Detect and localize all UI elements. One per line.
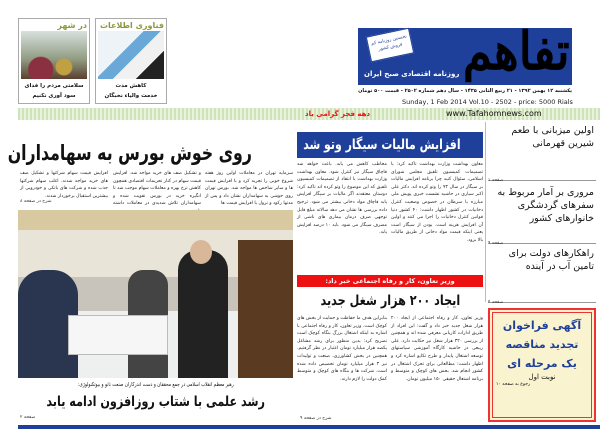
tender-ad[interactable] xyxy=(488,308,596,422)
subtitle: روزنامه اقتصادی صبح ایران xyxy=(364,70,460,78)
thumb-line: خدمت والیاء نخبگان xyxy=(104,93,158,99)
sidebar-item[interactable]: اولین میزبانی با طعم شیرین قهرمانی xyxy=(511,125,594,149)
divider xyxy=(488,302,596,303)
kicker: وزیر تعاون، کار و رفاه اجتماعی خبر داد: xyxy=(297,275,483,287)
sidebar-item[interactable]: مروری بر آمار مربوط به سفرهای گردشگری خانوارهای کشور xyxy=(497,187,594,224)
article-text: افزایش قیمت سهام شرکتها و تشکیل صف های خرید مواجه شدند. اغلب سهام شرکتها جذب شده و شرکت های بانکی و خودرویی از بیشترین استقبال برخوردار شدند. xyxy=(20,171,108,199)
headline-jobs-box xyxy=(297,292,483,312)
logo[interactable]: تفاهم xyxy=(463,21,570,82)
headline-bourse-box xyxy=(8,140,293,168)
headline-science[interactable]: رشد علمی با شتاب روزافزون ادامه یابد xyxy=(46,394,265,410)
divider xyxy=(488,243,596,244)
news-photo xyxy=(18,210,293,378)
ad-sub: نوبت اول xyxy=(528,373,556,381)
page-ref: صفحه ۹ xyxy=(488,241,504,246)
photo-caption-box xyxy=(18,381,293,390)
article-text: معاون بهداشت وزارت بهداشت تاکید کرد: با تصمیمات کمیسیون تلفیق مجلس شورای اسلامی، سئوال کنید چرا برنامه افزایش مالیات بر سیگار در سال ۹۳ را وتو کرده اند. دکتر علی اکبر سیاری در حاشیه نشست خبری پویش ملی مبارزه با سرطان در خصوص وضعیت کنترل دخانیات در کشور اظهار داشت: ۴۰ کشور دنیا قوانین کنترل دخانیات را اجرا می کنند و اولین آن افزایش هزینه است. بودن از سیگار است یعنی اینکه قیمت مواد دخانی از طریق مالیات بالا برود. xyxy=(391,162,483,243)
thumb-title: فناوری اطلاعات xyxy=(99,21,164,30)
headline-science-box xyxy=(18,393,293,412)
article-text: وزیر تعاون، کار و رفاه اجتماعی از ایجاد ۲۰۰ هزار شغل جدید خبر داد و گفت: این افراد از طریق ادارات کاریابی معرفی شده اند و همچنین از بررسی ۳۲۰ هزار شغل نیز حکایت دارد. علی ربیعی در حاشیه کارگاه آموزشی سیاستهای توسعه اشتغال پایدار و طرح تکاپو اشاره کرد و اظهار داشت: مطالعاتی برای تحرک اشتغال در کشور انجام شد. بخش های کوچک و متوسط و برنامه اشتغال حقیقی ۱۵۰ میلیون تومان. xyxy=(391,316,483,382)
article-text: بنابراین هدف ما حفاظت و حمایت از بخش های کوچک است. وزیر تعاون، کار و رفاه اجتماعی با اشاره به اینکه اشتغال بزرگ بنگاه کوچک است تصریح کرد: بدین منظور برای رشد مشاغل یکصد هزار میلیارد تومان اعتبار در نظر گرفتیم. همچنین در بخش کشاورزی، صنعت و تولیدات نیز ۳ هزار میلیارد تومان تخصیص داده شده است. شرکت ها و بنگاه های کوچک و متوسط کمک دولت را لازم دارند. xyxy=(297,316,387,382)
thumb-it[interactable] xyxy=(95,18,167,104)
headline-cigarette-tax[interactable]: افزایش مالیات سیگار وتو شد xyxy=(303,137,461,153)
slogan: دهه فجر گرامی باد xyxy=(305,110,371,118)
thumb-city[interactable] xyxy=(18,18,90,104)
scientist-photo xyxy=(98,31,164,79)
page-ref: صفحه ۱ xyxy=(488,178,504,183)
thumb-line: سود آوری نکنیم xyxy=(32,93,76,99)
thumb-line: سلامتی مردم را فدای xyxy=(24,83,84,89)
article-text: سرمایه تهران در معاملات اولین روز هفته شروع خوبی را تجربه کرد و با افزایش قیمت ها و سایر شاخص ها مواجه شد. بورس تهران روی خوشی به سهامداران نشان داد و پس از مدتها رکود و نزول با افزایش قیمت ها xyxy=(205,171,293,207)
article-text: و تشکیل صف های خرید مواجه شد. افزایش قیمت سهام در کنار تحریمات اقتصادی همچون کاهش نرخ بهره و معاملات سهام موجب شد تا انگیزه خرید در بورس تقویت شده و سهامداران تلاش شدیدی در معاملات داشته xyxy=(113,171,201,207)
divider xyxy=(488,180,596,181)
photo-caption: رهبر معظم انقلاب اسلامی در جمع محققان و دست اندرکاران صنعت نانو و بیوتکنولوژی: xyxy=(77,382,234,388)
thumb-title: در شهر xyxy=(57,21,87,30)
sidebar-item[interactable]: راهکارهای دولت برای تامین آب در آینده xyxy=(508,248,594,272)
bottom-rule xyxy=(18,425,600,429)
article-text: مخاطب کاهش می یابد. باعث خواهد شد قاچاق سیگار نیز کنترل شود. معاون بهداشت وزارت بهداشت با انتقاد از تصمیمات کمیسیون تلفیق که این موضوع را وتو کرده اند تاکید کرد: دوستان معتقدند اگر مالیات بر سیگار افزایش یابد قاچاق مواد دخانی بیشتر می شود. ترجیح داده بررسی ها نشان می دهد سالانه مبلغ قابل توجهی صرف درمان بیماری های ناشی از مصرف سیگار می شود. باید ۱۰ درصد افزایش یابد. xyxy=(297,162,387,236)
stamp: نخستین روزنامه کم فروش کشور xyxy=(366,28,414,63)
ad-title: آگهی فراخوان تجدید مناقصه یک مرحله ای xyxy=(502,319,582,370)
date-en: Sunday, 1 Feb 2014 Vol.10 - 2502 - price: 5000 Rials xyxy=(402,98,573,106)
headline-box xyxy=(297,132,483,158)
headline-bourse[interactable]: روی خوش بورس به سهامداران xyxy=(8,141,253,165)
website-link[interactable]: www.Tafahomnews.com xyxy=(446,109,542,118)
headline-jobs[interactable]: ایجاد ۲۰۰ هزار شغل جدید xyxy=(320,293,460,309)
continued-ref[interactable]: شرح در صفحه ۹ xyxy=(300,416,332,421)
page-ref[interactable]: صفحه ۲ xyxy=(20,415,36,420)
flowers-photo xyxy=(21,31,87,79)
date-fa: یکشنبه ۱۲ بهمن ۱۳۹۲ - ۲۱ ربیع الثانی ۱۴۳۵ - سال دهم شماره ۲۵۰۲ - قیمت ۵۰۰ تومان xyxy=(358,88,572,94)
thumb-line: کاهش مدت xyxy=(115,83,147,89)
page-ref: صفحه ۴ xyxy=(488,300,504,305)
ad-ref: رجوع به صفحه ۱۰ xyxy=(496,382,531,387)
continued-ref[interactable]: شرح در صفحه ۸ xyxy=(20,199,52,204)
